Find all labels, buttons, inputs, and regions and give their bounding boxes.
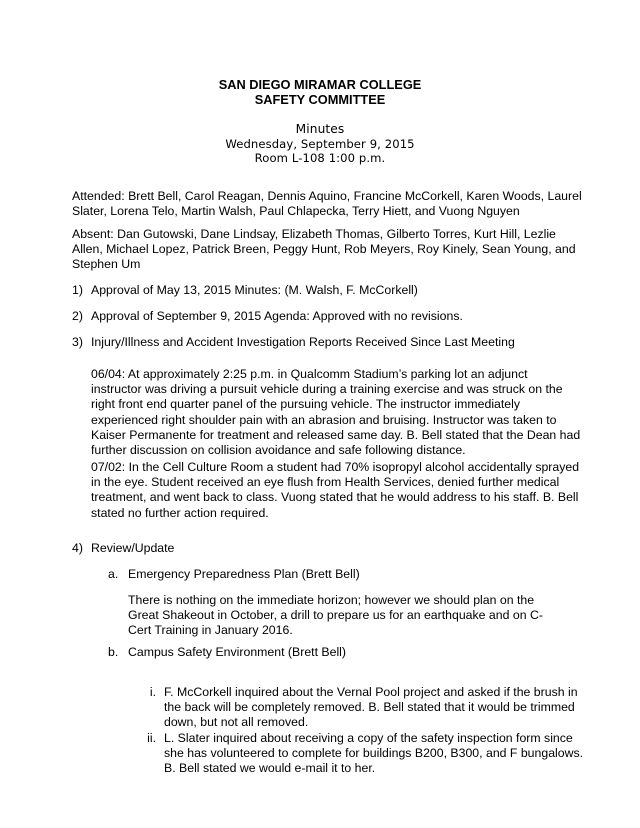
committee-name: SAFETY COMMITTEE [254,92,386,107]
meeting-date: Wednesday, September 9, 2015 [225,137,415,151]
item-4-number: 4) [72,541,83,555]
subitem-a-label: a. [108,567,119,581]
incident-report-0604: 06/04: At approximately 2:25 p.m. in Qualcomm Stadium’s parking lot an adjunct instructor was driving a pursuit vehicle during a training exercise and was struck on the right front end quarter panel of the pursuing vehicle. The instructor immediately experienced right shoulder pain with an abrasion and bruising. Instructor was taken to Kaiser Permanente for treatment and released same day. B. Bell stated that the Dean had further discussion on collision avoidance and safe following distance. [91,367,581,458]
subitem-a-title: Emergency Preparedness Plan (Brett Bell) [128,567,360,581]
attended-list: Attended: Brett Bell, Carol Reagan, Dennis Aquino, Francine McCorkell, Karen Woods, Laurel Slater, Lorena Telo, Martin Walsh, Paul Chlapecka, Terry Hiett, and Vuong Nguyen [72,189,582,219]
meeting-room-time: Room L-108 1:00 p.m. [254,151,386,165]
absent-list: Absent: Dan Gutowski, Dane Lindsay, Elizabeth Thomas, Gilberto Torres, Kurt Hill, Lezlie Allen, Michael Lopez, Patrick Breen, Peggy Hunt, Rob Meyers, Roy Kinely, Sean Young, and Stephen Um [72,227,576,272]
subitem-b-ii-text: L. Slater inquired about receiving a copy of the safety inspection form since she has volunteered to complete for buildings B200, B300, and F bungalows. B. Bell stated we would e-mail it to her. [164,731,584,776]
item-3-text: Injury/Illness and Accident Investigation Reports Received Since Last Meeting [91,335,515,349]
item-2-text: Approval of September 9, 2015 Agenda: Approved with no revisions. [91,309,463,323]
incident-report-0702: 07/02: In the Cell Culture Room a student had 70% isopropyl alcohol accidentally sprayed in the eye. Student received an eye flush from Health Services, denied further medical treatment, and went back to class. Vuong stated that he would address to his staff. B. Bell stated no further action required. [91,460,580,520]
item-1-text: Approval of May 13, 2015 Minutes: (M. Walsh, F. McCorkell) [91,283,418,297]
college-name: SAN DIEGO MIRAMAR COLLEGE [218,77,422,92]
item-1-number: 1) [72,283,83,297]
subitem-b-i-number: i. [149,685,156,699]
subitem-b-title: Campus Safety Environment (Brett Bell) [128,645,347,659]
subitem-b-label: b. [108,645,119,659]
document-type: Minutes [295,122,345,136]
subitem-a-body: There is nothing on the immediate horizon; however we should plan on the Great Shakeout in October, a drill to prepare us for an earthquake and on C-Cert Training in January 2016. [128,593,543,638]
item-2-number: 2) [72,309,83,323]
subitem-b-i-text: F. McCorkell inquired about the Vernal Pool project and asked if the brush in the back will be completely removed. B. Bell stated that it would be trimmed down, but not all removed. [164,685,578,730]
item-4-text: Review/Update [91,541,175,555]
item-3-number: 3) [72,335,83,349]
subitem-b-ii-number: ii. [147,731,156,745]
